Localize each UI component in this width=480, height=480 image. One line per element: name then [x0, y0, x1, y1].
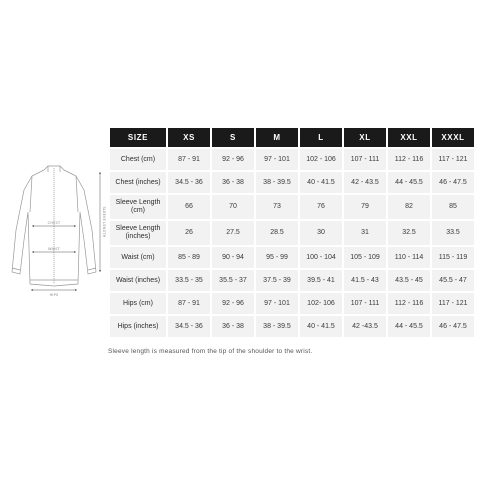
- row-label: Hips (inches): [110, 316, 166, 337]
- waist-label: WAIST: [47, 247, 61, 251]
- table-cell: 85: [432, 195, 474, 219]
- table-cell: 42 -43.5: [344, 316, 386, 337]
- table-cell: 38 - 39.5: [256, 172, 298, 193]
- header-size-s: S: [212, 128, 254, 147]
- table-cell: 115 - 119: [432, 247, 474, 268]
- table-cell: 117 - 121: [432, 149, 474, 170]
- table-cell: 112 - 116: [388, 293, 430, 314]
- table-cell: 44 - 45.5: [388, 172, 430, 193]
- header-size-xxl: XXL: [388, 128, 430, 147]
- table-cell: 27.5: [212, 221, 254, 245]
- table-row-sleeve-inches: [110, 221, 474, 245]
- table-row-hips-cm: [110, 293, 474, 314]
- row-label: Sleeve Length (cm): [110, 195, 166, 219]
- table-cell: 117 - 121: [432, 293, 474, 314]
- table-cell: 82: [388, 195, 430, 219]
- table-cell: 100 - 104: [300, 247, 342, 268]
- table-cell: 107 - 111: [344, 149, 386, 170]
- table-cell: 39.5 - 41: [300, 270, 342, 291]
- table-cell: 44 - 45.5: [388, 316, 430, 337]
- table-cell: 41.5 - 43: [344, 270, 386, 291]
- table-cell: 92 - 96: [212, 293, 254, 314]
- table-cell: 35.5 - 37: [212, 270, 254, 291]
- table-cell: 36 - 38: [212, 172, 254, 193]
- jacket-illustration: [4, 160, 104, 300]
- header-size-l: L: [300, 128, 342, 147]
- table-cell: 105 - 109: [344, 247, 386, 268]
- table-cell: 34.5 - 36: [168, 316, 210, 337]
- table-cell: 46 - 47.5: [432, 172, 474, 193]
- sleeve-length-label: SLEEVE LENGTH: [102, 206, 106, 238]
- header-size-xxxl: XXXL: [432, 128, 474, 147]
- table-cell: 30: [300, 221, 342, 245]
- header-size-xl: XL: [344, 128, 386, 147]
- row-label: Waist (cm): [110, 247, 166, 268]
- header-size-label: SIZE: [110, 128, 166, 147]
- row-label: Chest (cm): [110, 149, 166, 170]
- table-cell: 87 - 91: [168, 293, 210, 314]
- table-row-chest-cm: [110, 149, 474, 170]
- table-cell: 31: [344, 221, 386, 245]
- table-row-sleeve-cm: [110, 195, 474, 219]
- table-cell: 85 - 89: [168, 247, 210, 268]
- table-cell: 97 - 101: [256, 293, 298, 314]
- table-cell: 66: [168, 195, 210, 219]
- chest-label: CHEST: [47, 221, 61, 225]
- table-cell: 36 - 38: [212, 316, 254, 337]
- table-cell: 32.5: [388, 221, 430, 245]
- header-size-xs: XS: [168, 128, 210, 147]
- row-label: Hips (cm): [110, 293, 166, 314]
- table-cell: 92 - 96: [212, 149, 254, 170]
- table-cell: 28.5: [256, 221, 298, 245]
- table-cell: 102 - 106: [300, 149, 342, 170]
- table-row-waist-cm: [110, 247, 474, 268]
- table-cell: 33.5 - 35: [168, 270, 210, 291]
- table-cell: 73: [256, 195, 298, 219]
- table-row-hips-inches: [110, 316, 474, 337]
- row-label: Chest (inches): [110, 172, 166, 193]
- table-cell: 42 - 43.5: [344, 172, 386, 193]
- table-cell: 87 - 91: [168, 149, 210, 170]
- table-cell: 112 - 116: [388, 149, 430, 170]
- table-cell: 79: [344, 195, 386, 219]
- table-cell: 95 - 99: [256, 247, 298, 268]
- table-cell: 40 - 41.5: [300, 316, 342, 337]
- size-chart-table: [108, 126, 476, 339]
- table-cell: 38 - 39.5: [256, 316, 298, 337]
- hips-label: HIPS: [49, 293, 59, 297]
- sleeve-length-note: Sleeve length is measured from the tip of the shoulder to the wrist.: [108, 348, 313, 355]
- table-cell: 102- 106: [300, 293, 342, 314]
- row-label: Waist (inches): [110, 270, 166, 291]
- table-cell: 34.5 - 36: [168, 172, 210, 193]
- jacket-outline-svg: [4, 160, 104, 300]
- row-label: Sleeve Length (inches): [110, 221, 166, 245]
- table-row-waist-inches: [110, 270, 474, 291]
- table-cell: 40 - 41.5: [300, 172, 342, 193]
- header-row: [110, 128, 474, 147]
- table-cell: 46 - 47.5: [432, 316, 474, 337]
- table-cell: 26: [168, 221, 210, 245]
- table-cell: 76: [300, 195, 342, 219]
- table-cell: 43.5 - 45: [388, 270, 430, 291]
- table-cell: 45.5 - 47: [432, 270, 474, 291]
- table-row-chest-inches: [110, 172, 474, 193]
- table-cell: 110 - 114: [388, 247, 430, 268]
- table-cell: 70: [212, 195, 254, 219]
- header-size-m: M: [256, 128, 298, 147]
- table-cell: 33.5: [432, 221, 474, 245]
- measurement-lines: [31, 172, 100, 290]
- table-cell: 37.5 - 39: [256, 270, 298, 291]
- table-cell: 107 - 111: [344, 293, 386, 314]
- table-cell: 90 - 94: [212, 247, 254, 268]
- table-cell: 97 - 101: [256, 149, 298, 170]
